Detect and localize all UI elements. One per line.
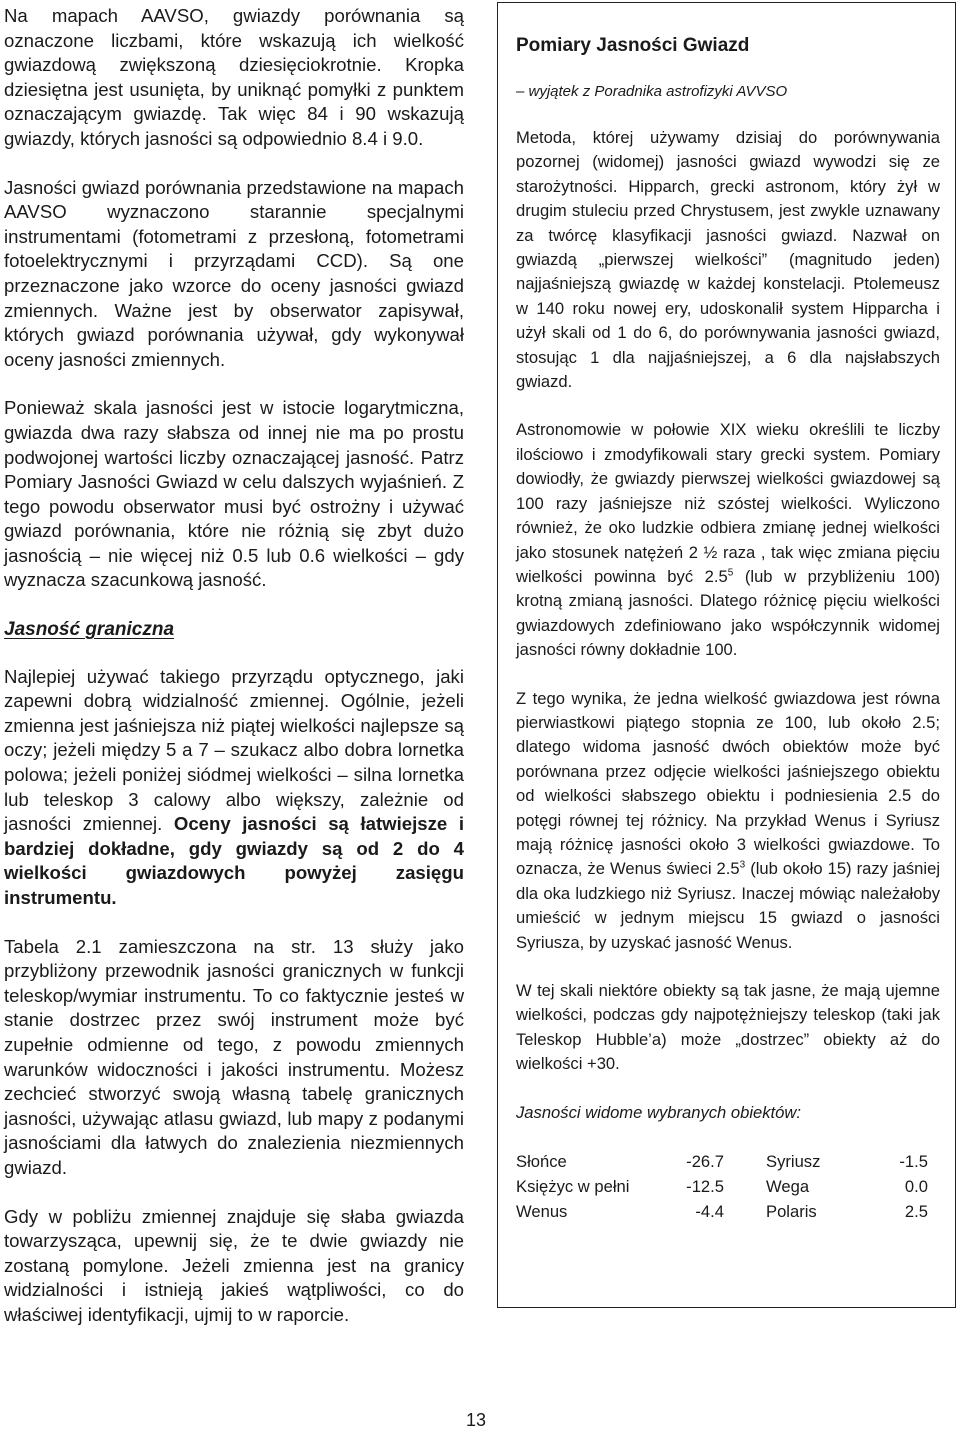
paragraph-table-reference: Tabela 2.1 zamieszczona na str. 13 służy jako przybliżony przewodnik jasności granicznych w funkcji teleskop/wymiar instrumentu. To co faktycznie jesteś w stanie dostrzec przez swój instrument może być zupełnie odmienne od tego, z powodu zmiennych warunków widoczności i jakości instrumentu. Możesz zechcieć stworzyć swoją własną tabelę granicznych jasności, używając atlasu gwiazd, lub mapy z podanymi jasnościami dla łatwych do znalezienia niezmiennych gwiazd. <box>4 935 464 1178</box>
section-heading-limiting-magnitude: Jasność graniczna <box>4 619 175 641</box>
magnitude-cell: -4.4 <box>695 1202 724 1222</box>
table-row <box>516 1199 928 1224</box>
box-paragraph-ratio <box>516 687 940 955</box>
table-row <box>516 1174 928 1199</box>
box-paragraph-19th-century <box>516 418 940 662</box>
box-paragraph-ratio-b: (lub około 15) razy jaśniej dla oka ludzkiego niż Syriusz. Inaczej mówiąc należałoby umieścić w jednym miejscu 15 gwiazd o jasności Syriusza, by uzyskać jasność Wenus. <box>516 859 941 952</box>
page-number: 13 <box>466 1410 487 1430</box>
magnitude-cell: 0.0 <box>904 1177 928 1197</box>
paragraph-logarithmic-scale: Ponieważ skala jasności jest w istocie logarytmiczna, gwiazda dwa razy słabsza od innej nie ma po prostu podwojonej wartości liczby oznaczającej jasność. Patrz Pomiary Jasności Gwiazd w celu dalszych wyjaśnień. Z tego powodu obserwator musi być ostrożny i używać gwiazd porównania, które nie różnią się zbyt dużo jasnością – nie więcej niż 0.5 lub 0.6 wielkości – gdy wyznacza szacunkową jasność. <box>4 397 464 591</box>
box-paragraph-negative-magnitudes: W tej skali niektóre obiekty są tak jasne, że mają ujemne wielkości, podczas gdy najpotężniejszy teleskop (taki jak Teleskop Hubble’a) może „dostrzec” obiekty aż do wielkości +30. <box>516 981 940 1074</box>
paragraph-comparison-labels: Na mapach AAVSO, gwiazdy porównania są oznaczone liczbami, które wskazują ich wielkość gwiazdową zwiększoną dziesięciokrotnie. Kropka dziesiętna jest usunięta, by uniknąć pomyłki z punktem oznaczającym gwiazdę. Tak więc 84 i 90 wskazują gwiazdy, których jasności są odpowiednio 8.4 i 9.0. <box>4 5 464 149</box>
object-name-cell: Wega <box>766 1177 810 1197</box>
object-name-cell: Syriusz <box>766 1152 821 1172</box>
box-paragraph-19th-century-b: (lub w przybliżeniu 100) krotną zmianą jasności. Dlatego różnicę pięciu wielkości gwiazdowych zdefiniowano jako współczynnik widomej jasności równy dokładnie 100. <box>516 566 940 660</box>
box-superscript-5: 5 <box>727 567 734 579</box>
paragraph-companion-star: Gdy w pobliżu zmiennej znajduje się słaba gwiazda towarzysząca, upewnij się, że te dwie gwiazdy nie zostaną pomylone. Jeżeli zmienna jest na granicy widzialności i istnieją jakieś wątpliwości, co do właściwej identyfikacji, ujmij to w raporcie. <box>4 1205 464 1325</box>
object-name-cell: Wenus <box>516 1202 568 1222</box>
sidebar-box-star-brightness <box>497 2 956 1308</box>
table-row <box>516 1149 928 1174</box>
paragraph-optical-instrument <box>4 665 464 911</box>
sidebar-box-content <box>516 34 940 1224</box>
magnitude-table-caption: Jasności widome wybranych obiektów: <box>516 1102 801 1122</box>
object-name-cell: Słońce <box>516 1152 567 1172</box>
paragraph-optical-instrument-text: Najlepiej używać takiego przyrządu optycznego, jaki zapewni dobrą widzialność zmiennej. Ogólnie, jeżeli zmienna jest jaśniejsza niż piątej wielkości najlepsze są oczy; jeżeli między 5 a 7 – szukacz albo dobra lornetka polowa; jeżeli poniżej siódmej wielkości – silna lornetka lub teleskop 3 calowy albo większy, zależnie od jasności zmiennej. <box>4 665 464 835</box>
box-paragraph-19th-century-a: Astronomowie w połowie XIX wieku określili te liczby ilościowo i zmodyfikowali stary grecki system. Pomiary dowiodły, że gwiazdy pierwszej wielkości gwiazdowej są 100 razy jaśniejsze niż szóstej wielkości. Wyliczono również, że oko ludzkie odbiera zmianę jednej wielkości jako stosunek natężeń 2 ½ raza , tak więc zmiana pięciu wielkości powinna być 2.5 <box>516 420 940 586</box>
box-title: Pomiary Jasności Gwiazd <box>516 35 750 56</box>
box-superscript-3: 3 <box>739 859 746 871</box>
left-column <box>4 4 464 1328</box>
object-name-cell: Polaris <box>766 1202 817 1222</box>
object-name-cell: Księżyc w pełni <box>516 1177 630 1197</box>
box-paragraph-ratio-a: Z tego wynika, że jedna wielkość gwiazdowa jest równa pierwiastkowi piątego stopnia ze 100, lub około 2.5; dlatego widoma jasność dwóch obiektów może być porównana przez odjęcie wielkości jaśniejszego obiektu od wielkości słabszego obiektu i podniesienia 2.5 do potęgi równej tej różnicy. Na przykład Wenus i Syriusz mają różnicę jasności około 3 wielkości gwiazdowe. To oznacza, że Wenus świeci 2.5 <box>516 688 940 879</box>
magnitude-table <box>516 1149 928 1224</box>
box-paragraph-history: Metoda, której używamy dzisiaj do porównywania pozornej (widomej) jasności gwiazd wywodzi się ze starożytności. Hipparch, grecki astronom, który żył w drugim stuleciu przed Chrystusem, jest zwykle uznawany za twórcę klasyfikacji jasności gwiazd. Nazwał on gwiazdą „pierwszej wielkości” (magnitudo jeden) najjaśniejszą gwiazdę w każdej konstelacji. Ptolemeusz w 140 roku nowej ery, udoskonalił system Hipparcha i użył skali od 1 do 6, do porównywania jasności gwiazd, stosując 1 dla najjaśniejszej, a 6 dla najsłabszych gwiazd. <box>516 128 940 392</box>
paragraph-optical-instrument-bold: Oceny jasności są łatwiejsze i bardziej dokładne, gdy gwiazdy są od 2 do 4 wielkości gwiazdowych powyżej zasięgu instrumentu. <box>4 813 464 908</box>
magnitude-cell: -12.5 <box>686 1177 724 1197</box>
paragraph-comparison-magnitudes: Jasności gwiazd porównania przedstawione na mapach AAVSO wyznaczono starannie specjalnymi instrumentami (fotometrami z przesłoną, fotometrami fotoelektrycznymi i przyrządami CCD). Są one przeznaczone jako wzorce do oceny jasności gwiazd zmiennych. Ważne jest by obserwator zapisywał, których gwiazd porównania używał, gdy wykonywał oceny jasności zmiennych. <box>4 176 464 370</box>
magnitude-cell: 2.5 <box>904 1202 928 1222</box>
magnitude-cell: -1.5 <box>899 1152 928 1172</box>
box-subtitle: – wyjątek z Poradnika astrofizyki AVVSO <box>516 83 788 100</box>
magnitude-cell: -26.7 <box>686 1152 724 1172</box>
